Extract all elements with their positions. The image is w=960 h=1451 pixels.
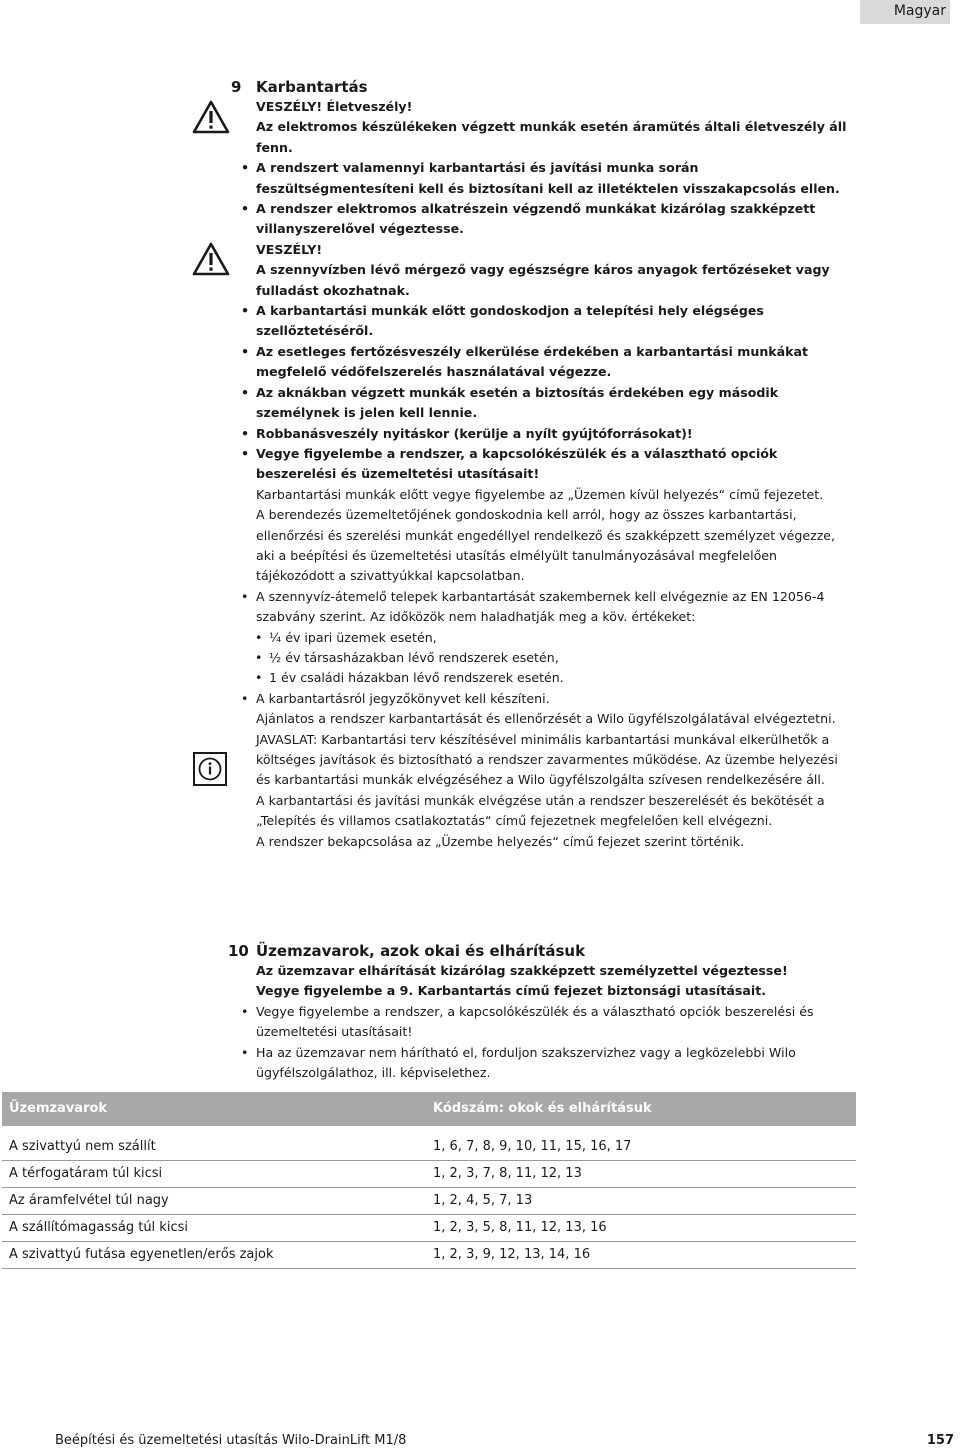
warning-triangle-icon [192, 100, 230, 134]
fault-codes: 1, 2, 4, 5, 7, 13 [426, 1188, 856, 1215]
warning-text: Az üzemzavar elhárítását kizárólag szakképzett személyzettel végeztesse! [256, 963, 788, 978]
table-row [2, 1242, 856, 1269]
fault-name: A szivattyú futása egyenetlen/erős zajok [2, 1242, 426, 1269]
warning-triangle-icon [192, 242, 230, 276]
danger-text: Az elektromos készülékeken végzett munkák esetén áramütés általi életveszély áll fenn. [256, 119, 847, 155]
fault-codes: 1, 2, 3, 7, 8, 11, 12, 13 [426, 1161, 856, 1188]
section-10 [256, 941, 856, 1083]
section-number: 9 [231, 78, 242, 96]
fault-bullets [256, 1002, 856, 1084]
fault-codes: 1, 2, 3, 9, 12, 13, 14, 16 [426, 1242, 856, 1269]
list-item: • Vegye figyelembe a rendszer, a kapcsolókészülék és a választható opciók beszerelési és üzemeltetési utasításait! [256, 1002, 856, 1043]
list-item: • Ha az üzemzavar nem hárítható el, forduljon szakszervizhez vagy a legközelebbi Wilo ügyfélszolgálathoz, ill. képviselethez. [256, 1043, 856, 1084]
interval-item: • 1 év családi házakban lévő rendszerek esetén. [269, 668, 856, 688]
list-item: • A rendszert valamennyi karbantartási és javítási munka során feszültségmentesíteni kell és biztosítani kell az illetéktelen visszakapcsolás ellen. [256, 158, 856, 199]
paragraph: Karbantartási munkák előtt vegye figyelembe az „Üzemen kívül helyezés“ című fejezetet. [256, 486, 824, 502]
paragraph: A karbantartási és javítási munkák elvégzése után a rendszer beszerelését és bekötését a „Telepítés és villamos csatlakoztatás“ című fejezetnek megfelelően kell elvégezni. [256, 792, 825, 829]
table-row [2, 1134, 856, 1161]
danger-text: A szennyvízben lévő mérgező vagy egészségre káros anyagok fertőzéseket vagy fulladást okozhatnak. [256, 262, 830, 298]
section-title: Karbantartás [256, 78, 368, 96]
danger-label: VESZÉLY! Életveszély! [256, 99, 413, 114]
section-number: 10 [228, 942, 249, 960]
list-item: • A karbantartásról jegyzőkönyvet kell készíteni. [256, 689, 856, 709]
fault-name: A szivattyú nem szállít [2, 1134, 426, 1161]
warning-text: Vegye figyelembe a 9. Karbantartás című fejezet biztonsági utasításait. [256, 983, 767, 999]
footer-doc-title: Beépítési és üzemeltetési utasítás Wilo-DrainLift M1/8 [55, 1433, 407, 1448]
fault-name: Az áramfelvétel túl nagy [2, 1188, 426, 1215]
fault-name: A térfogatáram túl kicsi [2, 1161, 426, 1188]
table-row [2, 1215, 856, 1242]
list-item: • Robbanásveszély nyitáskor (kerülje a nyílt gyújtóforrásokat)! [256, 424, 856, 444]
paragraph: Ajánlatos a rendszer karbantartását és ellenőrzését a Wilo ügyfélszolgálatával elvégeztetni. [256, 711, 836, 727]
danger-label: VESZÉLY! [256, 241, 323, 257]
column-header: Kódszám: okok és elhárításuk [426, 1092, 856, 1126]
table-row [2, 1161, 856, 1188]
column-header: Üzemzavarok [2, 1092, 426, 1126]
fault-name: A szállítómagasság túl kicsi [2, 1215, 426, 1242]
list-item: • Az esetleges fertőzésveszély elkerülése érdekében a karbantartási munkákat megfelelő védőfelszerelés használatával végezze. [256, 342, 856, 383]
faults-table [2, 1092, 856, 1269]
info-icon [193, 752, 227, 786]
section-title: Üzemzavarok, azok okai és elhárításuk [256, 942, 586, 960]
list-item: • A rendszer elektromos alkatrészein végzendő munkákat kizárólag szakképzett villanyszerelővel végeztesse. [256, 199, 856, 240]
list-item: • A karbantartási munkák előtt gondoskodjon a telepítési hely elégséges szellőztetéséről. [256, 301, 856, 342]
section-9 [256, 77, 856, 852]
fault-codes: 1, 6, 7, 8, 9, 10, 11, 15, 16, 17 [426, 1134, 856, 1161]
maintenance-bullets [256, 587, 856, 709]
language-label: Magyar [893, 3, 946, 19]
paragraph: A rendszer bekapcsolása az „Üzembe helyezés“ című fejezet szerint történik. [256, 833, 745, 849]
list-item: • Vegye figyelembe a rendszer, a kapcsolókészülék és a választható opciók beszerelési és üzemeltetési utasításait! [256, 444, 856, 485]
page-number: 157 [926, 1433, 954, 1448]
paragraph: A berendezés üzemeltetőjének gondoskodnia kell arról, hogy az összes karbantartási, ellenőrzési és szerelési munkát engedéllyel rendelkező és szakképzett személyzet végezze, aki a beépítési és üzemeltetési utasítás elmélyült tanulmányozásával megfelelően tájékozódott a szivattyúkkal kapcsolatban. [256, 507, 836, 584]
interval-item: • ¼ év ipari üzemek esetén, [269, 628, 856, 648]
list-item: • Az aknákban végzett munkák esetén a biztosítás érdekében egy második személynek is jelen kell lennie. [256, 383, 856, 424]
danger-bullets [256, 301, 856, 485]
list-item: • A szennyvíz-átemelő telepek karbantartását szakembernek kell elvégeznie az EN 12056-4 szabvány szerint. Az időközök nem haladhatják meg a köv. értékeket: [256, 587, 856, 628]
language-tab [860, 0, 950, 24]
note-text: JAVASLAT: Karbantartási terv készítésével minimális karbantartási munkával elkerülhetők a költséges javítások és biztosítható a rendszer zavarmentes működése. Az üzembe helyezési és karbantartási munkák elvégzéséhez a Wilo ügyfélszolgálta szívesen rendelkezésére áll. [256, 731, 838, 788]
danger-bullets [256, 158, 856, 240]
table-row [2, 1188, 856, 1215]
table-header-row [2, 1092, 856, 1126]
fault-codes: 1, 2, 3, 5, 8, 11, 12, 13, 16 [426, 1215, 856, 1242]
interval-item: • ½ év társasházakban lévő rendszerek esetén, [269, 648, 856, 668]
